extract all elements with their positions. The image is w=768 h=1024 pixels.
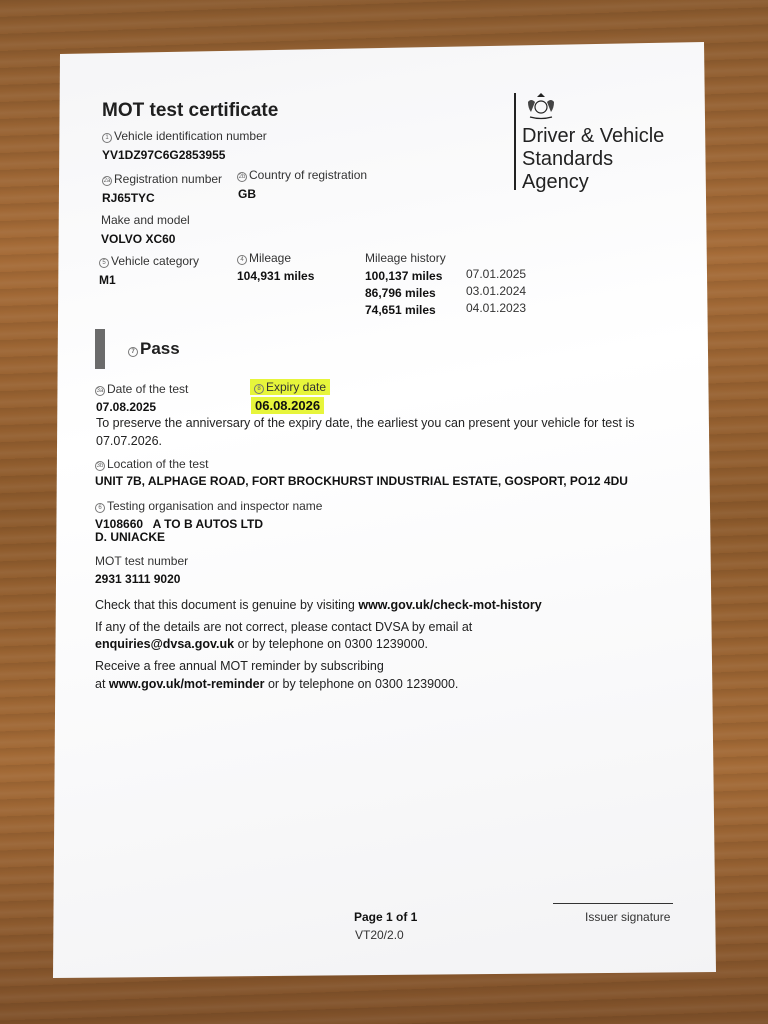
mileage-history-date: 03.01.2024 <box>466 284 527 298</box>
vin-value: YV1DZ97C6G2853955 <box>102 148 226 162</box>
page-number: Page 1 of 1 <box>354 910 418 924</box>
check-genuine-text <box>95 598 542 612</box>
field-number-icon: 7 <box>128 347 138 357</box>
category-label <box>99 254 199 268</box>
contact-email-link[interactable]: enquiries@dvsa.gov.uk <box>95 637 235 651</box>
test-date-label <box>95 382 188 396</box>
issuer-signature-label: Issuer signature <box>585 910 671 924</box>
test-date-label-text: Date of the test <box>107 382 189 396</box>
document-title: MOT test certificate <box>102 100 279 121</box>
registration-label-text: Registration number <box>114 172 223 186</box>
vin-label-text: Vehicle identification number <box>114 129 267 143</box>
test-date-value: 07.08.2025 <box>96 400 157 414</box>
anniversary-note-line-2: 07.07.2026. <box>96 434 163 448</box>
test-number-label: MOT test number <box>95 554 189 568</box>
contact-line-1: If any of the details are not correct, please contact DVSA by email at <box>95 620 473 634</box>
agency-line-1: Driver & Vehicle <box>522 125 665 147</box>
mileage-history-miles: 100,137 miles <box>365 269 443 283</box>
mileage-history-miles: 86,796 miles <box>365 286 436 300</box>
field-number-icon: 4 <box>237 255 247 265</box>
mileage-value: 104,931 miles <box>237 269 315 283</box>
reminder-line-2 <box>95 677 458 691</box>
test-number-value: 2931 3111 9020 <box>95 572 181 586</box>
tester-label <box>95 499 322 513</box>
country-value: GB <box>238 187 256 201</box>
category-value: M1 <box>99 273 116 287</box>
expiry-highlight: 06.08.2026 <box>251 397 324 414</box>
inspector-name: D. UNIACKE <box>95 530 166 544</box>
mot-reminder-link[interactable]: www.gov.uk/mot-reminder <box>108 677 265 691</box>
registration-value: RJ65TYC <box>102 191 155 205</box>
location-value: UNIT 7B, ALPHAGE ROAD, FORT BROCKHURST INDUSTRIAL ESTATE, GOSPORT, PO12 4DU <box>95 474 628 488</box>
result-status <box>128 339 180 359</box>
mileage-label-text: Mileage <box>249 251 292 265</box>
result-bar <box>95 329 105 369</box>
contact-line-2 <box>95 637 428 651</box>
country-label <box>237 168 367 182</box>
expiry-date-value <box>251 398 324 413</box>
field-number-icon: 6 <box>95 503 105 513</box>
make-model-label: Make and model <box>101 213 190 227</box>
country-label-text: Country of registration <box>249 168 368 182</box>
check-genuine-prefix: Check that this document is genuine by visiting <box>95 598 359 612</box>
tester-label-text: Testing organisation and inspector name <box>107 499 323 513</box>
signature-line <box>553 903 673 904</box>
mileage-history-miles: 74,651 miles <box>365 303 436 317</box>
reminder-prefix: at <box>95 677 109 691</box>
expiry-date-label-text: Expiry date <box>266 380 327 394</box>
contact-phone-text: or by telephone on 0300 1239000. <box>234 637 429 651</box>
result-status-text: Pass <box>140 339 180 358</box>
agency-line-2: Standards <box>522 148 614 170</box>
mileage-history-label: Mileage history <box>365 251 446 265</box>
reminder-phone-text: or by telephone on 0300 1239000. <box>264 677 459 691</box>
form-code: VT20/2.0 <box>355 928 404 942</box>
mileage-history-date: 07.01.2025 <box>466 267 527 281</box>
make-model-value: VOLVO XC60 <box>101 232 176 246</box>
field-number-icon: 1 <box>102 133 112 143</box>
field-number-icon: 2a <box>103 178 111 184</box>
tester-organisation: V108660 A TO B AUTOS LTD <box>95 517 264 531</box>
vin-label <box>102 129 267 143</box>
mileage-history-date: 04.01.2023 <box>466 301 527 315</box>
field-number-icon: 8 <box>254 384 264 394</box>
field-number-icon: 3b <box>96 463 104 469</box>
agency-name <box>522 125 664 194</box>
expiry-date-label <box>250 380 330 394</box>
anniversary-note-line-1: To preserve the anniversary of the expiry date, the earliest you can present your vehicle for test is <box>96 416 635 430</box>
reminder-line-1: Receive a free annual MOT reminder by subscribing <box>95 659 384 673</box>
agency-divider <box>514 93 516 190</box>
field-number-icon: 5 <box>99 258 109 268</box>
field-number-icon: 3a <box>96 388 104 394</box>
check-mot-history-link[interactable]: www.gov.uk/check-mot-history <box>358 598 542 612</box>
registration-label <box>102 172 222 186</box>
mileage-label <box>237 251 291 265</box>
royal-crest-icon <box>524 92 558 120</box>
location-label-text: Location of the test <box>107 457 209 471</box>
agency-line-3: Agency <box>522 171 589 193</box>
field-number-icon: 2b <box>238 174 246 180</box>
category-label-text: Vehicle category <box>111 254 200 268</box>
location-label <box>95 457 208 471</box>
